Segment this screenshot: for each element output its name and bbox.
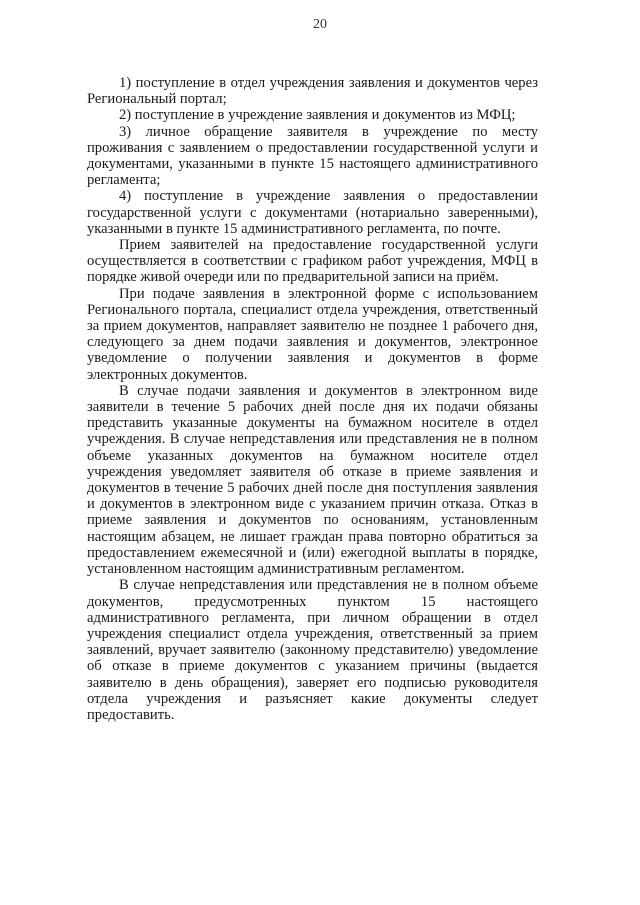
body-text [87,75,538,723]
paragraph-item-1: 1) поступление в отдел учреждения заявления и документов через Региональный портал; [87,75,538,108]
paragraph-incomplete-documents: В случае непредставления или представления не в полном объеме документов, предусмотренных пунктом 15 настоящего административного регламента, при личном обращении в отдел учреждения специалист отдела учреждения, ответственный за прием заявлений, вручает заявителю (законному представителю) уведомление об отказе в приеме документов с указанием причины (выдается заявителю в день обращения), заверяет его подписью руководителя отдела учреждения и разъясняет какие документы следует предоставить. [87,577,538,723]
paragraph-item-2: 2) поступление в учреждение заявления и документов из МФЦ; [119,107,516,124]
paragraph-item-4: 4) поступление в учреждение заявления о предоставлении государственной услуги с документами (нотариально заверенными), указанными в пункте 15 административного регламента, по почте. [87,188,538,237]
page-number: 20 [313,17,327,32]
paragraph-electronic-submission: При подаче заявления в электронной форме с использованием Регионального портала, специалист отдела учреждения, ответственный за прием документов, направляет заявителю не позднее 1 рабочего дня, следующего за днем подачи заявления и документов, электронное уведомление о получении заявления и документов в форме электронных документов. [87,285,538,383]
paragraph-reception-schedule: Прием заявителей на предоставление государственной услуги осуществляется в соответствии с графиком работ учреждения, МФЦ в порядке живой очереди или по предварительной записи на приём. [87,237,538,286]
paragraph-item-3: 3) личное обращение заявителя в учреждение по месту проживания с заявлением о предоставлении государственной услуги и документами, указанными в пункте 15 настоящего административного регламента; [87,123,538,189]
paragraph-paper-documents: В случае подачи заявления и документов в электронном виде заявители в течение 5 рабочих дней после дня их подачи обязаны представить указанные документы на бумажном носителе в отдел учреждения. В случае непредставления или представления не в полном объеме указанных документов на бумажном носителе отдел учреждения уведомляет заявителя об отказе в приеме заявления и документов в течение 5 рабочих дней после дня поступления заявления и документов в электронном виде с указанием причин отказа. Отказ в приеме заявления и документов по основаниям, установленным настоящим абзацем, не лишает граждан права повторно обратиться за предоставлением ежемесячной и (или) ежегодной выплаты в порядке, установленном настоящим административным регламентом. [87,382,538,578]
